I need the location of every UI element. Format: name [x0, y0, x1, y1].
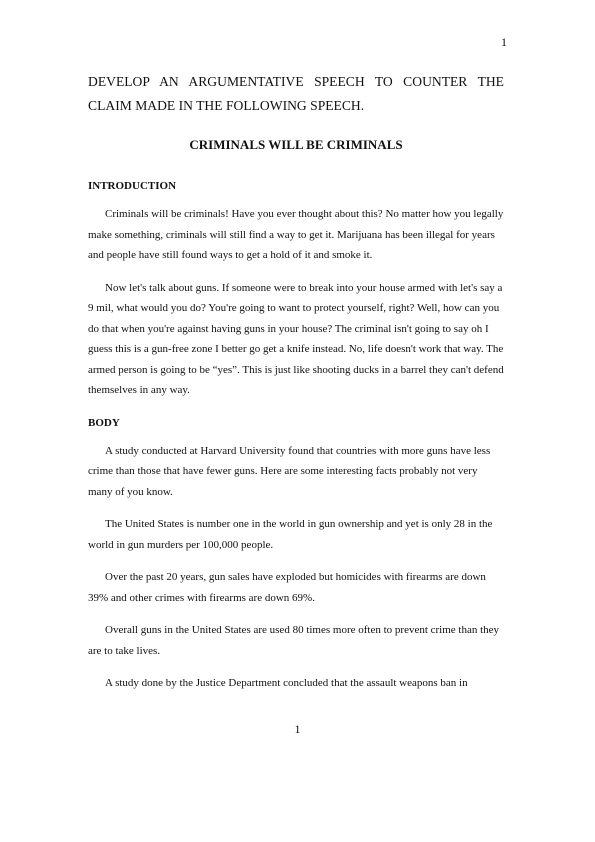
introduction-heading: INTRODUCTION	[88, 180, 177, 192]
page-number-bottom: 1	[294, 722, 301, 736]
assignment-instruction: DEVELOP AN ARGUMENTATIVE SPEECH TO COUNTER THE CLAIM MADE IN THE FOLLOWING SPEECH.	[88, 74, 504, 113]
page-number-top: 1	[501, 35, 507, 49]
body-heading: BODY	[88, 416, 120, 429]
body-paragraph: The United States is number one in the world in gun ownership and yet is only 28 in the world in gun murders per 100,000 people.	[88, 518, 493, 551]
body-paragraph: A study conducted at Harvard University found that countries with more guns have less crime than those that have fewer guns. Here are some interesting facts probably not very many of you know.	[88, 444, 491, 498]
body-paragraph: Over the past 20 years, gun sales have exploded but homicides with firearms are down 39% and other crimes with firearms are down 69%.	[88, 571, 486, 604]
body-paragraph: A study done by the Justice Department concluded that the assault weapons ban in	[105, 677, 468, 689]
document-content	[88, 70, 504, 694]
speech-title: CRIMINALS WILL BE CRIMINALS	[189, 137, 403, 152]
body-paragraph: Overall guns in the United States are used 80 times more often to prevent crime than they are to take lives.	[88, 624, 500, 657]
introduction-paragraph: Criminals will be criminals! Have you ever thought about this? No matter how you legally make something, criminals will still find a way to get it. Marijuana has been illegal for years and people have still found ways to get a hold of it and smoke it.	[88, 208, 504, 261]
introduction-paragraph: Now let's talk about guns. If someone were to break into your house armed with let's say a 9 mil, what would you do? You're going to want to protect yourself, right? Well, how can you do that when you're against having guns in your house? The criminal isn't going to say oh I guess this is a gun-free zone I better go get a knife instead. No, life doesn't work that way. The armed person is going to be “yes”. This is just like shooting ducks in a barrel they can't defend themselves in any way.	[88, 281, 504, 396]
